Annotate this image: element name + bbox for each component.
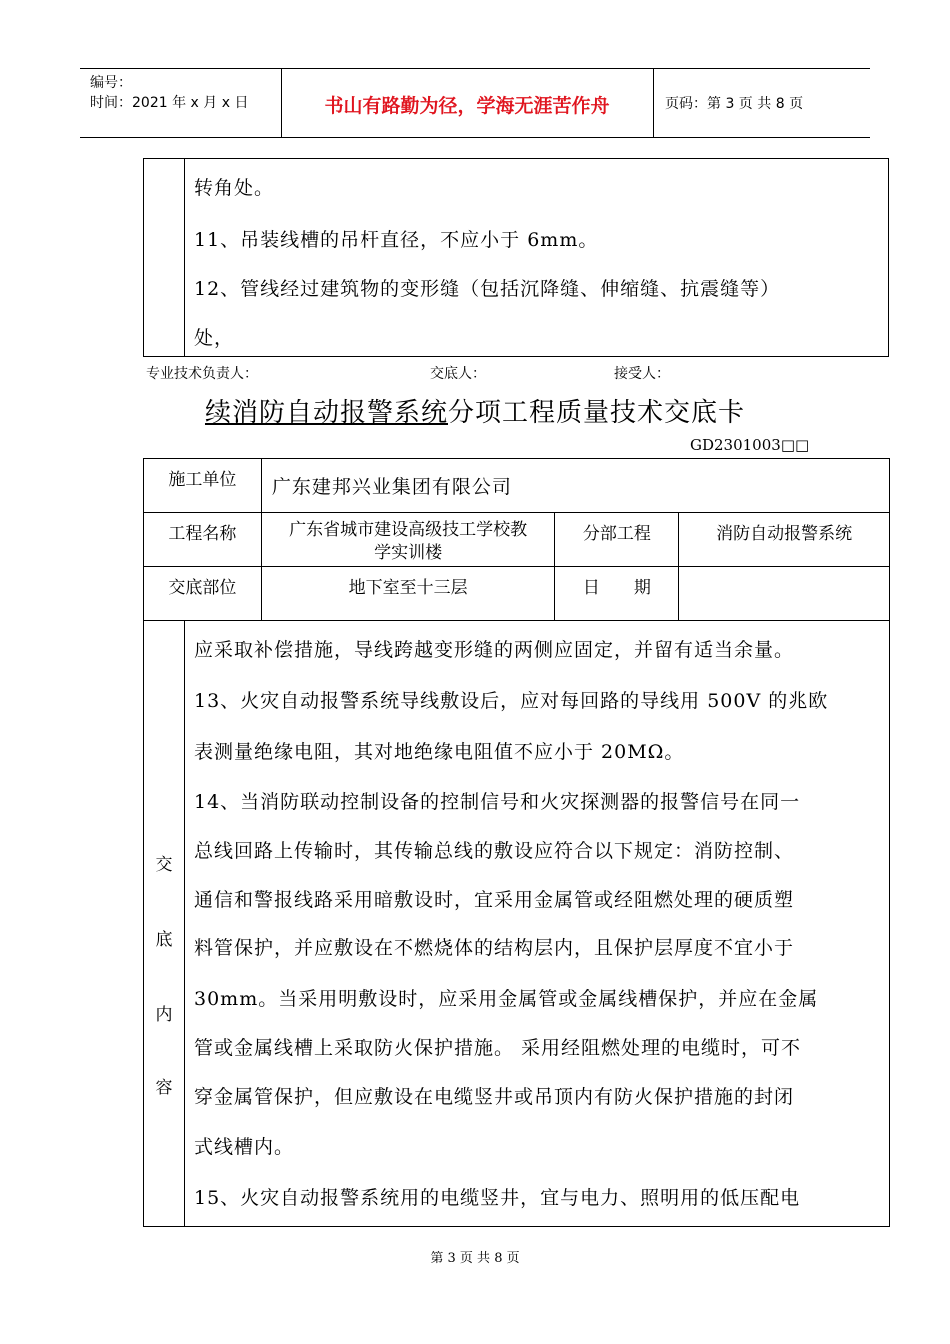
- content-line: 总线回路上传输时，其传输总线的敷设应符合以下规定：消防控制、: [194, 840, 795, 862]
- content-line: 11、吊装线槽的吊杆直径，不应小于 6mm。: [194, 229, 599, 251]
- content-line: 通信和警报线路采用暗敷设时，宜采用金属管或经阻燃处理的硬质塑: [194, 889, 795, 911]
- project-value: [261, 513, 555, 567]
- unit-label: 施工单位: [144, 459, 262, 513]
- unit-value: 广东建邦兴业集团有限公司: [261, 459, 889, 513]
- side-label-char: 内: [155, 1005, 173, 1025]
- content-line: 穿金属管保护，但应敷设在电缆竖井或吊顶内有防火保护措施的封闭: [194, 1086, 795, 1108]
- content-line: 12、管线经过建筑物的变形缝（包括沉降缝、伸缩缝、抗震缝等）: [194, 278, 781, 300]
- content-line: 转角处。: [194, 177, 275, 199]
- content-line: 管或金属线槽上采取防火保护措施。 采用经阻燃处理的电缆时，可不: [194, 1037, 802, 1059]
- doc-time-label: 时间：2021 年 x 月 x 日: [90, 95, 249, 111]
- content-line: 式线槽内。: [194, 1136, 295, 1158]
- column-divider: [184, 159, 185, 356]
- content-line: 表测量绝缘电阻，其对地绝缘电阻值不应小于 20MΩ。: [194, 741, 685, 763]
- project-value-line: 学实训楼: [374, 543, 443, 563]
- table-row: [144, 513, 890, 567]
- content-line: 13、火灾自动报警系统导线敷设后，应对每回路的导线用 500V 的兆欧: [194, 690, 829, 712]
- table-row: [144, 567, 890, 621]
- side-label-char: 容: [155, 1078, 173, 1098]
- presenter-label: 交底人：: [430, 366, 486, 382]
- side-label-char: 底: [155, 930, 173, 950]
- header-page-number: 页码：第 3 页 共 8 页: [665, 96, 804, 112]
- content-line: 15、火灾自动报警系统用的电缆竖井，宜与电力、照明用的低压配电: [194, 1187, 801, 1209]
- subpart-label: 分部工程: [555, 513, 679, 567]
- document-title: [0, 392, 950, 429]
- header-divider: [653, 69, 654, 137]
- date-label: 日 期: [555, 567, 679, 621]
- doc-number-label: 编号：: [90, 75, 132, 91]
- title-rest: 分项工程质量技术交底卡: [448, 398, 746, 428]
- content-line: 14、当消防联动控制设备的控制信号和火灾探测器的报警信号在同一: [194, 791, 801, 813]
- page-header: [80, 68, 870, 138]
- header-meta: [90, 73, 248, 113]
- content-line: 处，: [194, 327, 235, 349]
- continued-content-box: [143, 158, 889, 357]
- tech-lead-label: 专业技术负责人：: [146, 366, 258, 382]
- page-footer: 第 3 页 共 8 页: [430, 1251, 520, 1266]
- location-value: 地下室至十三层: [261, 567, 555, 621]
- info-table: [143, 458, 890, 621]
- project-value-line: 广东省城市建设高级技工学校教: [289, 520, 528, 540]
- location-label: 交底部位: [144, 567, 262, 621]
- receiver-label: 接受人：: [614, 366, 670, 382]
- table-row: [144, 459, 890, 513]
- side-label-char: 交: [155, 855, 173, 875]
- project-label: 工程名称: [144, 513, 262, 567]
- date-value: [679, 567, 890, 621]
- content-line: 应采取补偿措施，导线跨越变形缝的两侧应固定，并留有适当余量。: [194, 639, 795, 661]
- title-underlined: 续消防自动报警系统: [204, 398, 448, 428]
- content-line: 料管保护，并应敷设在不燃烧体的结构层内，且保护层厚度不宜小于: [194, 937, 795, 959]
- document-code: GD2301003□□: [690, 436, 810, 454]
- content-line: 30mm。当采用明敷设时，应采用金属管或金属线槽保护，并应在金属: [194, 988, 819, 1010]
- header-motto: 书山有路勤为径，学海无涯苦作舟: [324, 95, 610, 117]
- subpart-value: 消防自动报警系统: [679, 513, 890, 567]
- handover-content-box: [143, 620, 890, 1227]
- column-divider: [184, 620, 185, 1226]
